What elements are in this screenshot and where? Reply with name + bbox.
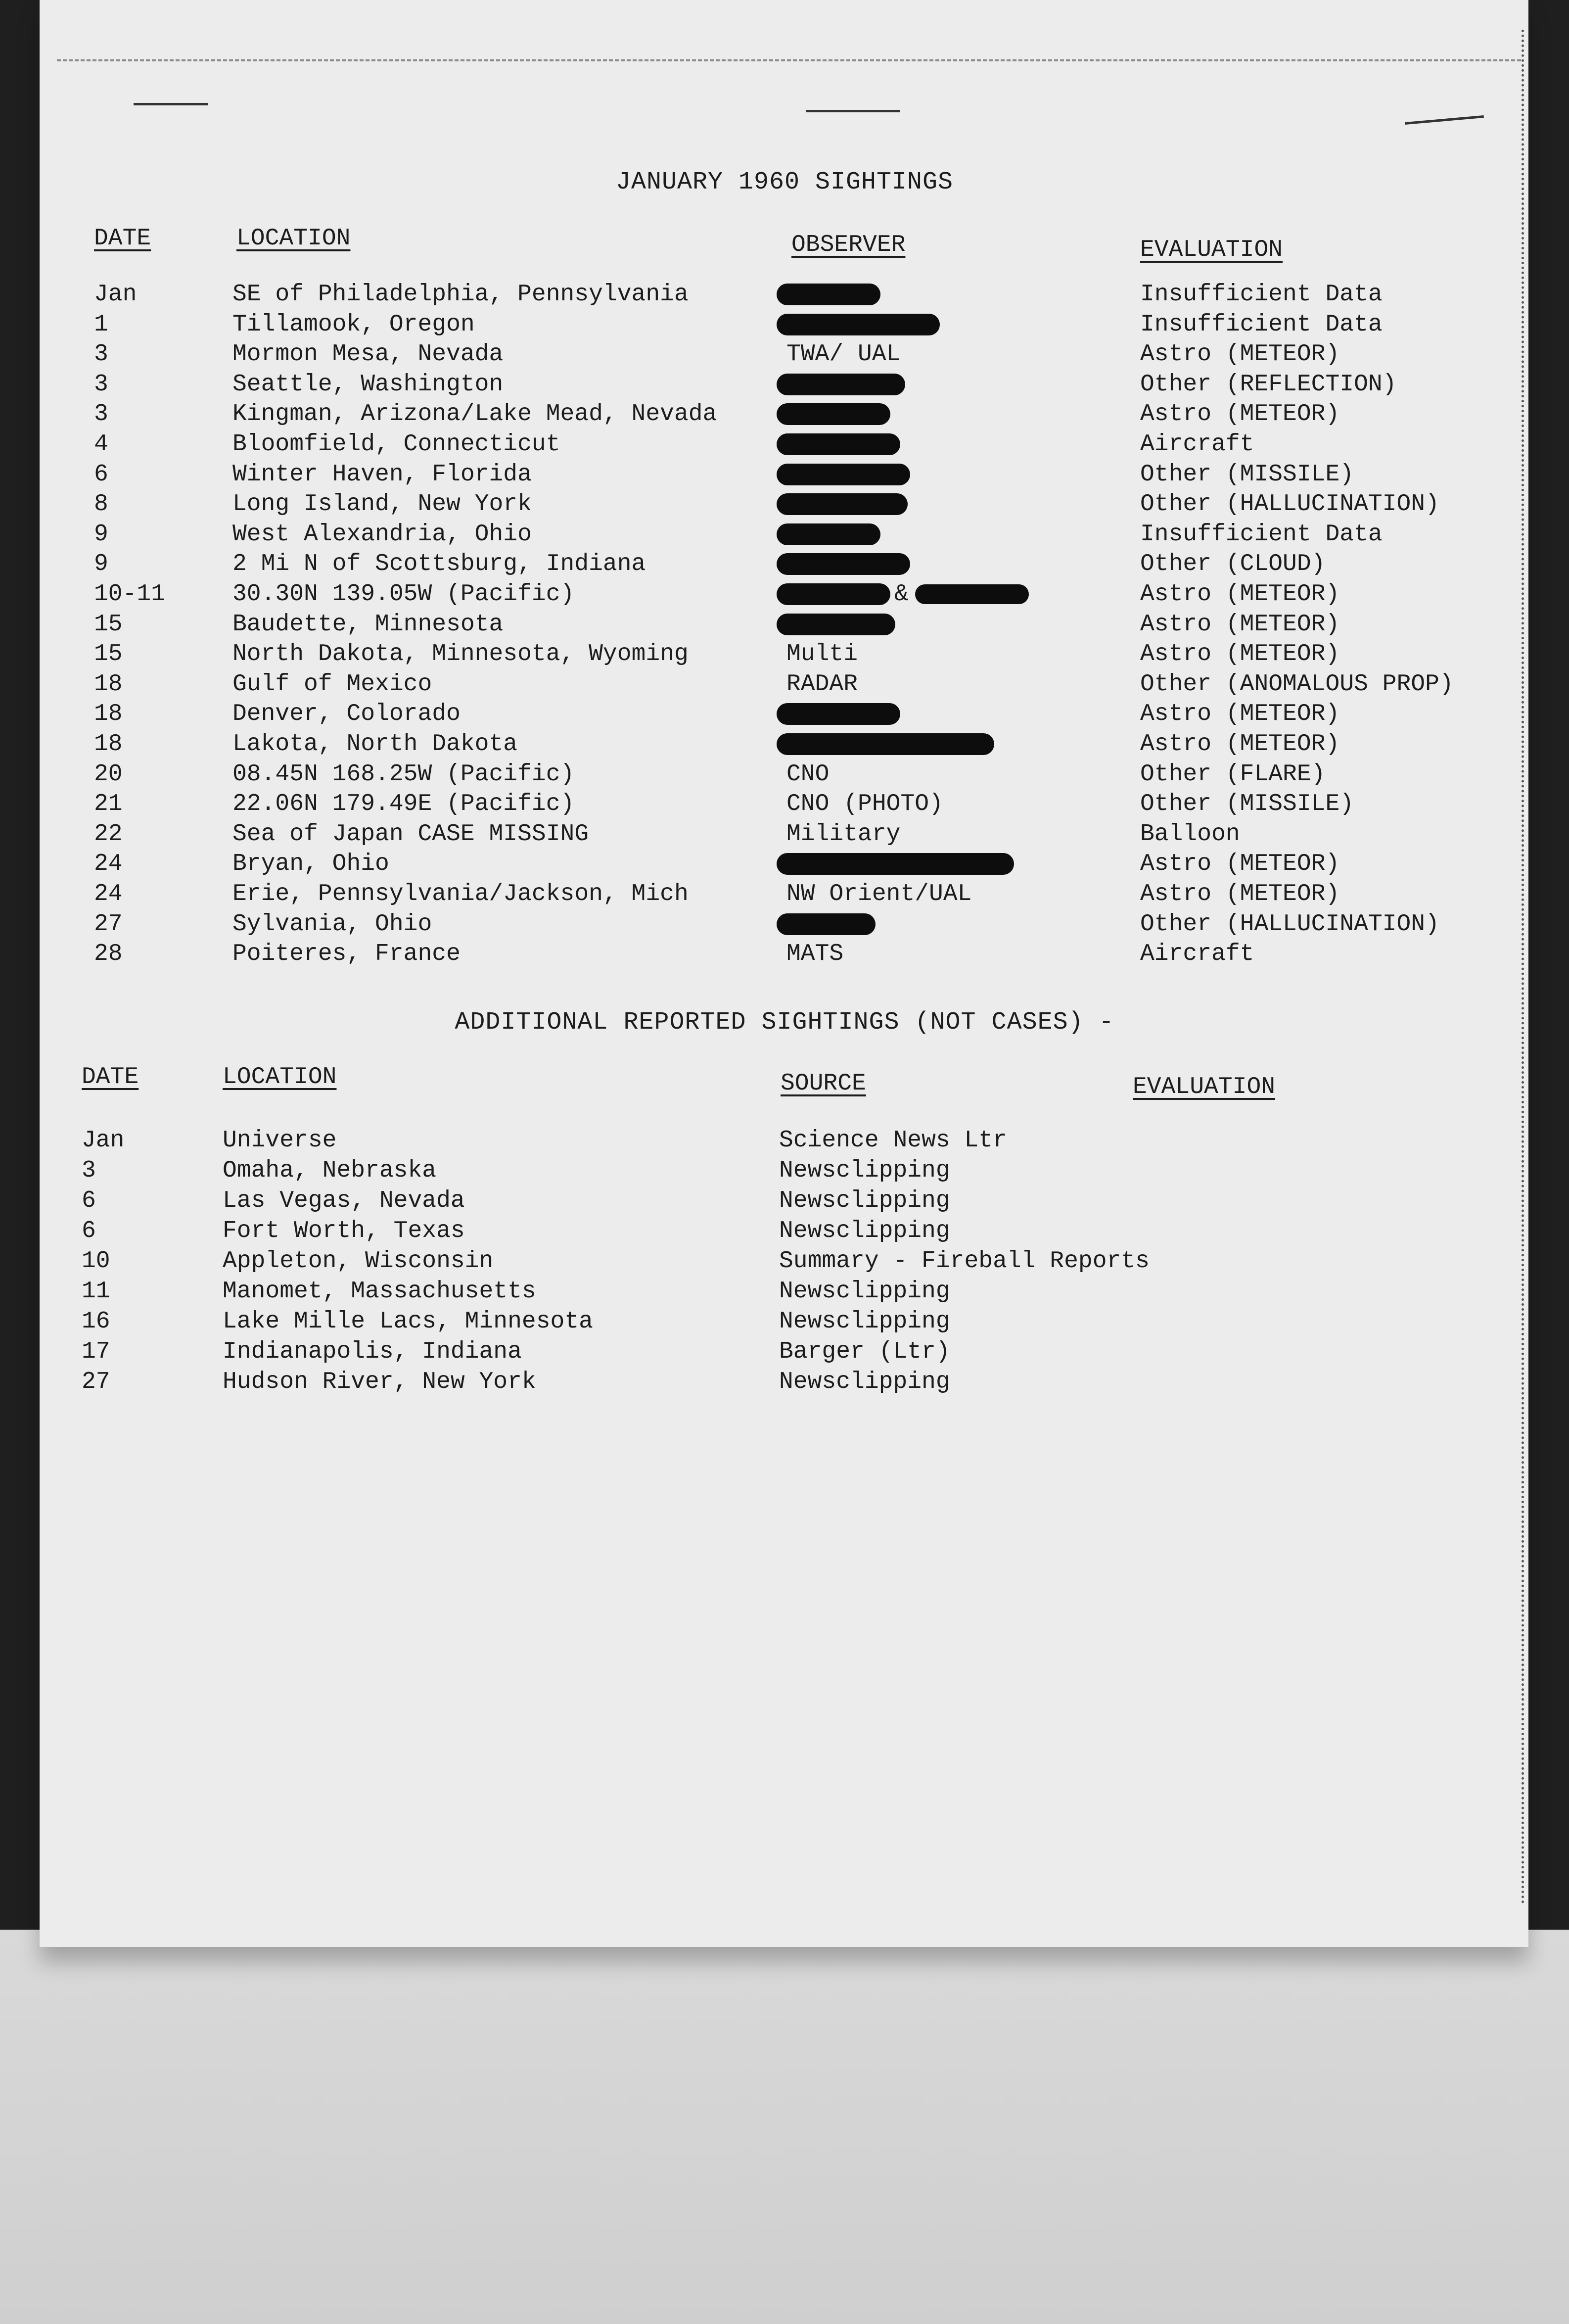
- background-surface: [0, 1930, 1569, 2324]
- additional-location: Fort Worth, Texas: [223, 1218, 465, 1244]
- redaction-bar: [777, 583, 890, 605]
- additional-source: Science News Ltr: [779, 1127, 1007, 1154]
- sighting-date: 9: [94, 551, 108, 578]
- sighting-evaluation: Other (ANOMALOUS PROP): [1140, 670, 1454, 698]
- table-row: [0, 610, 1569, 639]
- additional-location: Universe: [223, 1127, 337, 1154]
- sighting-observer: RADAR: [786, 670, 858, 698]
- sighting-observer: Military: [786, 820, 901, 848]
- table-row: [0, 310, 1569, 339]
- sighting-observer: MATS: [786, 941, 844, 968]
- sighting-evaluation: Astro (METEOR): [1140, 341, 1340, 368]
- sighting-location: West Alexandria, Ohio: [232, 521, 532, 548]
- sighting-date: 27: [94, 910, 123, 938]
- sighting-date: 21: [94, 791, 123, 818]
- sighting-date: 24: [94, 851, 123, 878]
- sighting-date: 4: [94, 431, 108, 458]
- sighting-evaluation: Other (FLARE): [1140, 760, 1326, 788]
- redaction-bar: [777, 553, 910, 575]
- header-evaluation: EVALUATION: [1140, 237, 1283, 263]
- sighting-evaluation: Other (MISSILE): [1140, 791, 1354, 818]
- sighting-location: Baudette, Minnesota: [232, 611, 504, 638]
- sighting-observer: NW Orient/UAL: [786, 881, 972, 907]
- table-row: [0, 879, 1569, 909]
- sighting-evaluation: Astro (METEOR): [1140, 641, 1340, 668]
- sighting-evaluation: Astro (METEOR): [1140, 851, 1340, 878]
- sighting-date: 6: [94, 461, 108, 488]
- sighting-evaluation: Insufficient Data: [1140, 521, 1383, 548]
- sighting-date: 22: [94, 820, 123, 848]
- sighting-location: Winter Haven, Florida: [232, 461, 532, 488]
- sighting-date: 20: [94, 760, 123, 788]
- sighting-location: Sylvania, Ohio: [232, 910, 432, 938]
- center-mark: [806, 110, 900, 112]
- additional-date: 17: [82, 1338, 110, 1365]
- sighting-observer: CNO (PHOTO): [786, 791, 943, 818]
- sighting-location: Bryan, Ohio: [232, 851, 389, 878]
- sighting-date: 9: [94, 521, 108, 548]
- table-row: [0, 909, 1569, 939]
- top-perforation: [57, 59, 1521, 61]
- redaction-bar: [777, 703, 900, 725]
- sighting-evaluation: Other (HALLUCINATION): [1140, 910, 1439, 938]
- list-item: [0, 1277, 1569, 1306]
- sighting-evaluation: Aircraft: [1140, 431, 1254, 458]
- sighting-location: 2 Mi N of Scottsburg, Indiana: [232, 551, 646, 578]
- additional-source: Newsclipping: [779, 1218, 950, 1244]
- redaction-bar: [777, 314, 940, 335]
- sighting-observer: CNO: [786, 760, 830, 788]
- header-observer: OBSERVER: [791, 232, 906, 258]
- additional-date: 27: [82, 1369, 110, 1395]
- additional-location: Indianapolis, Indiana: [223, 1338, 522, 1365]
- sighting-location: Lakota, North Dakota: [232, 731, 518, 758]
- sighting-evaluation: Other (CLOUD): [1140, 551, 1326, 578]
- sighting-evaluation: Astro (METEOR): [1140, 881, 1340, 907]
- sighting-observer: Multi: [786, 641, 858, 668]
- additional-source: Newsclipping: [779, 1278, 950, 1305]
- redaction-bar: [777, 284, 880, 305]
- additional-date: 6: [82, 1218, 96, 1244]
- table-row: [0, 549, 1569, 579]
- sighting-location: Kingman, Arizona/Lake Mead, Nevada: [232, 401, 717, 428]
- sighting-location: Bloomfield, Connecticut: [232, 431, 560, 458]
- sighting-location: Mormon Mesa, Nevada: [232, 341, 504, 368]
- table-row: [0, 819, 1569, 849]
- table-row: [0, 699, 1569, 729]
- additional-location: Lake Mille Lacs, Minnesota: [223, 1308, 593, 1335]
- table-row: [0, 579, 1569, 609]
- sighting-evaluation: Insufficient Data: [1140, 281, 1383, 308]
- additional-source: Newsclipping: [779, 1157, 950, 1184]
- list-item: [0, 1337, 1569, 1367]
- sighting-location: Denver, Colorado: [232, 701, 461, 728]
- redaction-bar: [915, 584, 1029, 604]
- redaction-bar: [777, 523, 880, 545]
- sighting-evaluation: Other (HALLUCINATION): [1140, 491, 1439, 518]
- additional-date: 10: [82, 1248, 110, 1275]
- redaction-bar: [777, 403, 890, 425]
- table-row: [0, 399, 1569, 429]
- table-row: [0, 759, 1569, 789]
- sighting-date: 3: [94, 371, 108, 398]
- additional-date: 16: [82, 1308, 110, 1335]
- sighting-date: 8: [94, 491, 108, 518]
- list-item: [0, 1156, 1569, 1186]
- additional-date: Jan: [82, 1127, 125, 1154]
- table-row: [0, 849, 1569, 879]
- sighting-date: Jan: [94, 281, 137, 308]
- sighting-evaluation: Astro (METEOR): [1140, 581, 1340, 608]
- sighting-location: Poiteres, France: [232, 941, 461, 968]
- additional-location: Manomet, Massachusetts: [223, 1278, 536, 1305]
- sighting-date: 15: [94, 641, 123, 668]
- sighting-observer: &: [894, 581, 909, 608]
- sighting-location: Long Island, New York: [232, 491, 532, 518]
- redaction-bar: [777, 374, 905, 395]
- sighting-evaluation: Astro (METEOR): [1140, 611, 1340, 638]
- table-row: [0, 789, 1569, 819]
- sighting-evaluation: Astro (METEOR): [1140, 701, 1340, 728]
- sighting-evaluation: Insufficient Data: [1140, 311, 1383, 338]
- redaction-bar: [777, 614, 895, 635]
- sighting-location: Gulf of Mexico: [232, 670, 432, 698]
- list-item: [0, 1367, 1569, 1397]
- sighting-location: 08.45N 168.25W (Pacific): [232, 760, 575, 788]
- header-location: LOCATION: [236, 225, 351, 252]
- sighting-evaluation: Other (REFLECTION): [1140, 371, 1397, 398]
- sighting-evaluation: Other (MISSILE): [1140, 461, 1354, 488]
- table-row: [0, 489, 1569, 519]
- sighting-location: Sea of Japan CASE MISSING: [232, 820, 589, 848]
- list-item: [0, 1246, 1569, 1276]
- sighting-date: 3: [94, 341, 108, 368]
- table-row: [0, 729, 1569, 759]
- additional-source: Newsclipping: [779, 1308, 950, 1335]
- sighting-date: 15: [94, 611, 123, 638]
- redaction-bar: [777, 733, 994, 755]
- redaction-bar: [777, 853, 1014, 875]
- header-date: DATE: [94, 225, 151, 252]
- additional-source: Newsclipping: [779, 1187, 950, 1214]
- sighting-evaluation: Astro (METEOR): [1140, 731, 1340, 758]
- table-row: [0, 639, 1569, 669]
- additional-date: 6: [82, 1187, 96, 1214]
- sighting-evaluation: Aircraft: [1140, 941, 1254, 968]
- sighting-evaluation: Balloon: [1140, 820, 1240, 848]
- additional-source: Newsclipping: [779, 1369, 950, 1395]
- additional-title: ADDITIONAL REPORTED SIGHTINGS (NOT CASES) -: [455, 1008, 1114, 1037]
- additional-date: 11: [82, 1278, 110, 1305]
- table-row: [0, 520, 1569, 549]
- sighting-location: North Dakota, Minnesota, Wyoming: [232, 641, 689, 668]
- sighting-location: 30.30N 139.05W (Pacific): [232, 581, 575, 608]
- redaction-bar: [777, 433, 900, 455]
- sighting-location: Tillamook, Oregon: [232, 311, 475, 338]
- sighting-date: 1: [94, 311, 108, 338]
- additional-location: Appleton, Wisconsin: [223, 1248, 494, 1275]
- sighting-date: 18: [94, 670, 123, 698]
- sighting-location: SE of Philadelphia, Pennsylvania: [232, 281, 689, 308]
- corner-mark: [134, 103, 208, 105]
- table-row: [0, 939, 1569, 969]
- sighting-date: 10-11: [94, 581, 166, 608]
- redaction-bar: [777, 493, 908, 515]
- additional-source: Barger (Ltr): [779, 1338, 950, 1365]
- sighting-location: 22.06N 179.49E (Pacific): [232, 791, 575, 818]
- additional-location: Omaha, Nebraska: [223, 1157, 437, 1184]
- sighting-evaluation: Astro (METEOR): [1140, 401, 1340, 428]
- page-title: JANUARY 1960 SIGHTINGS: [615, 168, 954, 196]
- sighting-date: 24: [94, 881, 123, 907]
- table-row: [0, 669, 1569, 699]
- additional-header-source: SOURCE: [781, 1070, 866, 1097]
- table-row: [0, 339, 1569, 369]
- additional-location: Las Vegas, Nevada: [223, 1187, 465, 1214]
- table-row: [0, 370, 1569, 399]
- sighting-date: 28: [94, 941, 123, 968]
- sighting-location: Seattle, Washington: [232, 371, 504, 398]
- table-row: [0, 280, 1569, 309]
- additional-header-location: LOCATION: [223, 1064, 337, 1091]
- additional-location: Hudson River, New York: [223, 1369, 536, 1395]
- additional-date: 3: [82, 1157, 96, 1184]
- sighting-date: 18: [94, 701, 123, 728]
- additional-source: Summary - Fireball Reports: [779, 1248, 1150, 1275]
- additional-header-evaluation: EVALUATION: [1133, 1074, 1276, 1100]
- list-item: [0, 1126, 1569, 1155]
- sighting-location: Erie, Pennsylvania/Jackson, Mich: [232, 881, 689, 907]
- table-row: [0, 460, 1569, 489]
- redaction-bar: [777, 913, 876, 935]
- sighting-date: 18: [94, 731, 123, 758]
- list-item: [0, 1186, 1569, 1216]
- sighting-date: 3: [94, 401, 108, 428]
- sighting-observer: TWA/ UAL: [786, 341, 901, 368]
- table-row: [0, 429, 1569, 459]
- redaction-bar: [777, 464, 910, 485]
- list-item: [0, 1307, 1569, 1336]
- additional-header-date: DATE: [82, 1064, 139, 1091]
- list-item: [0, 1216, 1569, 1246]
